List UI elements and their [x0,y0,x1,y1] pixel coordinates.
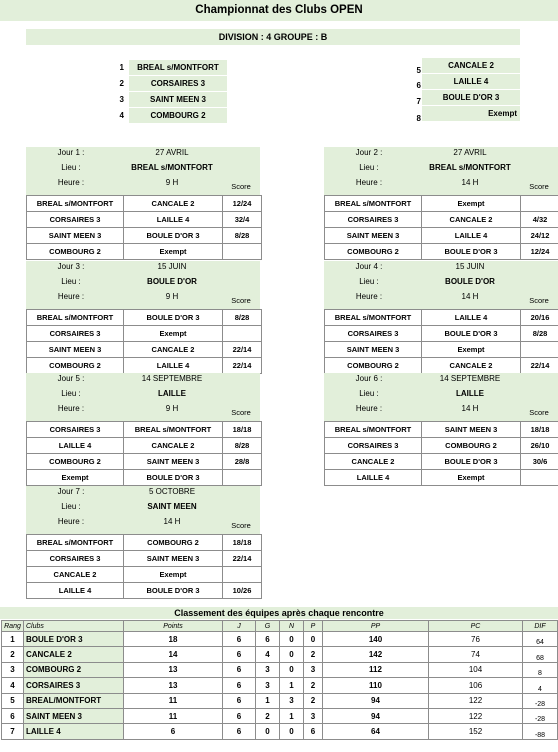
match-score [223,567,262,583]
ranking-row [2,647,558,662]
match-score: 18/18 [521,422,558,438]
away-team: LAILLE 4 [422,228,521,244]
lost-cell: 2 [304,693,323,708]
heure-label: Heure : [355,404,383,413]
away-team: CANCALE 2 [422,212,521,228]
team-number: 4 [119,111,124,120]
away-team: LAILLE 4 [124,212,223,228]
pc-cell: 106 [429,678,523,693]
rank-cell: 3 [2,662,24,677]
match-day-header [26,486,260,534]
away-team: CANCALE 2 [124,438,223,454]
day-label: Jour 5 : [57,374,85,383]
heure-value: 9 H [165,404,179,413]
match-row [325,470,558,486]
match-score: 12/24 [223,196,262,212]
ranking-header-cell: Rang [2,621,24,632]
home-team: CORSAIRES 3 [325,212,422,228]
ranking-header-cell: N [280,621,304,632]
match-day-block [26,486,260,599]
played-cell: 6 [223,708,256,723]
lieu-value: BREAL s/MONTFORT [429,163,511,172]
home-team: BREAL s/MONTFORT [325,196,422,212]
day-date: 14 SEPTEMBRE [141,374,203,383]
match-score: 26/10 [521,438,558,454]
played-cell: 6 [223,693,256,708]
rank-cell: 7 [2,724,24,739]
lost-cell: 2 [304,678,323,693]
team-name: CANCALE 2 [422,58,520,73]
ranking-header-cell: Points [124,621,223,632]
score-header: Score [529,408,549,417]
match-row [325,358,558,374]
home-team: CORSAIRES 3 [27,212,124,228]
away-team: LAILLE 4 [422,310,521,326]
team-name: Exempt [422,106,520,121]
match-table [26,534,262,599]
match-row [27,326,262,342]
home-team: BREAL s/MONTFORT [325,310,422,326]
team-name: BREAL s/MONTFORT [129,60,227,75]
team-number: 6 [416,81,421,90]
match-day-header [26,373,260,421]
home-team: BREAL s/MONTFORT [27,196,124,212]
away-team: CANCALE 2 [422,358,521,374]
match-day-header [324,147,558,195]
away-team: BOULE D'OR 3 [422,244,521,260]
rank-cell: 6 [2,708,24,723]
match-score [521,342,558,358]
home-team: BREAL s/MONTFORT [27,535,124,551]
heure-label: Heure : [355,178,383,187]
played-cell: 6 [223,632,256,647]
home-team: COMBOURG 2 [27,358,124,374]
team-number: 8 [416,114,421,123]
team-number: 1 [119,63,124,72]
home-team: CORSAIRES 3 [325,438,422,454]
match-score: 20/16 [521,310,558,326]
match-row [27,244,262,260]
home-team: CORSAIRES 3 [27,422,124,438]
home-team: CORSAIRES 3 [27,326,124,342]
ranking-header-cell: DIF [523,621,558,632]
match-row [27,358,262,374]
day-label: Jour 6 : [355,374,383,383]
pc-cell: 122 [429,708,523,723]
day-date: 27 AVRIL [155,148,189,157]
match-row [325,244,558,260]
team-number: 2 [119,79,124,88]
away-team: SAINT MEEN 3 [124,454,223,470]
ranking-header-cell: PP [323,621,429,632]
heure-value: 14 H [163,517,181,526]
lost-cell: 0 [304,632,323,647]
match-score: 24/12 [521,228,558,244]
drawn-cell: 0 [280,724,304,739]
match-row [325,454,558,470]
points-cell: 14 [124,647,223,662]
pp-cell: 142 [323,647,429,662]
ranking-row [2,724,558,739]
match-table [324,309,558,374]
lieu-label: Lieu : [359,277,379,286]
rank-cell: 1 [2,632,24,647]
home-team: LAILLE 4 [27,438,124,454]
match-row [325,212,558,228]
dif-cell: 4 [523,678,558,693]
pp-cell: 112 [323,662,429,677]
away-team: BOULE D'OR 3 [124,228,223,244]
match-day-block [324,147,558,260]
ranking-row [2,662,558,677]
match-row [325,310,558,326]
home-team: SAINT MEEN 3 [325,228,422,244]
played-cell: 6 [223,678,256,693]
club-cell: CANCALE 2 [24,647,124,662]
match-row [27,310,262,326]
day-label: Jour 3 : [57,262,85,271]
pp-cell: 110 [323,678,429,693]
match-day-header [26,261,260,309]
lost-cell: 6 [304,724,323,739]
match-row [27,422,262,438]
rank-cell: 4 [2,678,24,693]
away-team: BOULE D'OR 3 [124,310,223,326]
home-team: LAILLE 4 [27,583,124,599]
match-day-header [324,373,558,421]
rank-cell: 5 [2,693,24,708]
lost-cell: 3 [304,708,323,723]
away-team: BOULE D'OR 3 [124,470,223,486]
away-team: COMBOURG 2 [422,438,521,454]
dif-cell: -28 [523,693,558,708]
match-row [27,454,262,470]
lieu-label: Lieu : [61,277,81,286]
match-score: 8/28 [223,438,262,454]
points-cell: 11 [124,708,223,723]
team-name: CORSAIRES 3 [129,76,227,91]
lieu-value: BOULE D'OR [445,277,495,286]
match-score [223,326,262,342]
home-team: CANCALE 2 [27,567,124,583]
home-team: COMBOURG 2 [325,244,422,260]
dif-cell: 8 [523,662,558,677]
home-team: SAINT MEEN 3 [27,342,124,358]
home-team: COMBOURG 2 [27,454,124,470]
heure-label: Heure : [57,178,85,187]
team-name: LAILLE 4 [422,74,520,89]
club-cell: LAILLE 4 [24,724,124,739]
match-score: 8/28 [521,326,558,342]
lieu-label: Lieu : [61,389,81,398]
team-name: COMBOURG 2 [129,108,227,123]
day-label: Jour 4 : [355,262,383,271]
match-day-block [26,147,260,260]
home-team: SAINT MEEN 3 [325,342,422,358]
away-team: BOULE D'OR 3 [124,583,223,599]
match-score: 22/14 [223,342,262,358]
home-team: Exempt [27,470,124,486]
dif-cell: 64 [523,632,558,647]
match-score [521,470,558,486]
lieu-value: BOULE D'OR [147,277,197,286]
away-team: BREAL s/MONTFORT [124,422,223,438]
lieu-value: LAILLE [158,389,186,398]
heure-value: 14 H [461,178,479,187]
match-day-block [26,261,260,374]
home-team: SAINT MEEN 3 [27,228,124,244]
away-team: Exempt [124,326,223,342]
won-cell: 3 [256,678,280,693]
heure-value: 9 H [165,292,179,301]
match-row [27,583,262,599]
match-row [27,438,262,454]
away-team: COMBOURG 2 [124,535,223,551]
home-team: BREAL s/MONTFORT [27,310,124,326]
heure-label: Heure : [355,292,383,301]
match-row [27,470,262,486]
match-day-header [26,147,260,195]
ranking-row [2,708,558,723]
heure-label: Heure : [57,292,85,301]
points-cell: 13 [124,662,223,677]
day-date: 27 AVRIL [453,148,487,157]
won-cell: 6 [256,632,280,647]
match-score: 22/14 [521,358,558,374]
dif-cell: -88 [523,724,558,739]
match-score: 18/18 [223,422,262,438]
pp-cell: 140 [323,632,429,647]
team-number: 3 [119,95,124,104]
home-team: COMBOURG 2 [27,244,124,260]
pp-cell: 94 [323,708,429,723]
lieu-label: Lieu : [61,502,81,511]
match-score: 18/18 [223,535,262,551]
home-team: BREAL s/MONTFORT [325,422,422,438]
home-team: CANCALE 2 [325,454,422,470]
team-name: BOULE D'OR 3 [422,90,520,105]
match-score [223,244,262,260]
club-cell: BOULE D'OR 3 [24,632,124,647]
match-row [27,535,262,551]
ranking-title: Classement des équipes après chaque rencontre [0,607,558,619]
match-row [325,228,558,244]
match-score: 30/6 [521,454,558,470]
rank-cell: 2 [2,647,24,662]
club-cell: SAINT MEEN 3 [24,708,124,723]
drawn-cell: 1 [280,678,304,693]
drawn-cell: 0 [280,647,304,662]
won-cell: 3 [256,662,280,677]
match-score [223,470,262,486]
ranking-header-cell: G [256,621,280,632]
drawn-cell: 0 [280,632,304,647]
match-row [325,422,558,438]
away-team: Exempt [124,567,223,583]
points-cell: 6 [124,724,223,739]
score-header: Score [231,296,251,305]
away-team: BOULE D'OR 3 [422,326,521,342]
match-row [325,438,558,454]
ranking-header-row [2,621,558,632]
day-label: Jour 2 : [355,148,383,157]
heure-value: 14 H [461,292,479,301]
match-row [27,551,262,567]
pc-cell: 76 [429,632,523,647]
match-score: 28/8 [223,454,262,470]
drawn-cell: 3 [280,693,304,708]
ranking-row [2,632,558,647]
away-team: Exempt [422,342,521,358]
lieu-value: BREAL s/MONTFORT [131,163,213,172]
match-score: 22/14 [223,551,262,567]
match-day-block [26,373,260,486]
drawn-cell: 1 [280,708,304,723]
match-row [325,196,558,212]
day-label: Jour 7 : [57,487,85,496]
away-team: Exempt [124,244,223,260]
pp-cell: 94 [323,693,429,708]
team-number: 5 [416,66,421,75]
ranking-header-cell: PC [429,621,523,632]
away-team: Exempt [422,196,521,212]
lost-cell: 2 [304,647,323,662]
match-score: 32/4 [223,212,262,228]
points-cell: 13 [124,678,223,693]
ranking-header-cell: J [223,621,256,632]
dif-cell: -28 [523,708,558,723]
dif-cell: 68 [523,647,558,662]
lieu-label: Lieu : [61,163,81,172]
match-row [27,196,262,212]
points-cell: 11 [124,693,223,708]
played-cell: 6 [223,647,256,662]
match-table [26,309,262,374]
home-team: CORSAIRES 3 [325,326,422,342]
match-table [26,195,262,260]
away-team: SAINT MEEN 3 [422,422,521,438]
team-number: 7 [416,97,421,106]
lost-cell: 3 [304,662,323,677]
won-cell: 1 [256,693,280,708]
score-header: Score [231,521,251,530]
day-date: 5 OCTOBRE [148,487,196,496]
match-row [27,342,262,358]
match-table [324,421,558,486]
page-title: Championnat des Clubs OPEN [0,0,558,21]
heure-value: 14 H [461,404,479,413]
heure-label: Heure : [57,517,85,526]
ranking-header-cell: Clubs [24,621,124,632]
heure-value: 9 H [165,178,179,187]
lieu-value: LAILLE [456,389,484,398]
match-row [27,212,262,228]
points-cell: 18 [124,632,223,647]
match-row [27,228,262,244]
match-row [325,342,558,358]
match-row [325,326,558,342]
ranking-table [1,620,558,740]
day-date: 14 SEPTEMBRE [439,374,501,383]
match-score: 4/32 [521,212,558,228]
day-date: 15 JUIN [455,262,485,271]
home-team: CORSAIRES 3 [27,551,124,567]
division-group-banner: DIVISION : 4 GROUPE : B [26,29,520,45]
match-score: 8/28 [223,310,262,326]
match-score: 8/28 [223,228,262,244]
pc-cell: 122 [429,693,523,708]
away-team: LAILLE 4 [124,358,223,374]
pp-cell: 64 [323,724,429,739]
match-day-block [324,373,558,486]
score-header: Score [529,296,549,305]
won-cell: 2 [256,708,280,723]
home-team: COMBOURG 2 [325,358,422,374]
won-cell: 0 [256,724,280,739]
match-table [324,195,558,260]
away-team: BOULE D'OR 3 [422,454,521,470]
match-score: 12/24 [521,244,558,260]
club-cell: BREAL/MONTFORT [24,693,124,708]
away-team: SAINT MEEN 3 [124,551,223,567]
ranking-row [2,678,558,693]
away-team: CANCALE 2 [124,342,223,358]
pc-cell: 74 [429,647,523,662]
lieu-value: SAINT MEEN [147,502,197,511]
score-header: Score [231,182,251,191]
match-day-block [324,261,558,374]
lieu-label: Lieu : [359,163,379,172]
won-cell: 4 [256,647,280,662]
match-day-header [324,261,558,309]
pc-cell: 104 [429,662,523,677]
team-name: SAINT MEEN 3 [129,92,227,107]
match-score: 10/26 [223,583,262,599]
pc-cell: 152 [429,724,523,739]
away-team: CANCALE 2 [124,196,223,212]
day-date: 15 JUIN [157,262,187,271]
drawn-cell: 0 [280,662,304,677]
played-cell: 6 [223,662,256,677]
club-cell: COMBOURG 2 [24,662,124,677]
ranking-row [2,693,558,708]
ranking-header-cell: P [304,621,323,632]
day-label: Jour 1 : [57,148,85,157]
match-score [521,196,558,212]
played-cell: 6 [223,724,256,739]
score-header: Score [231,408,251,417]
match-row [27,567,262,583]
match-table [26,421,262,486]
lieu-label: Lieu : [359,389,379,398]
score-header: Score [529,182,549,191]
match-score: 22/14 [223,358,262,374]
heure-label: Heure : [57,404,85,413]
away-team: Exempt [422,470,521,486]
home-team: LAILLE 4 [325,470,422,486]
club-cell: CORSAIRES 3 [24,678,124,693]
